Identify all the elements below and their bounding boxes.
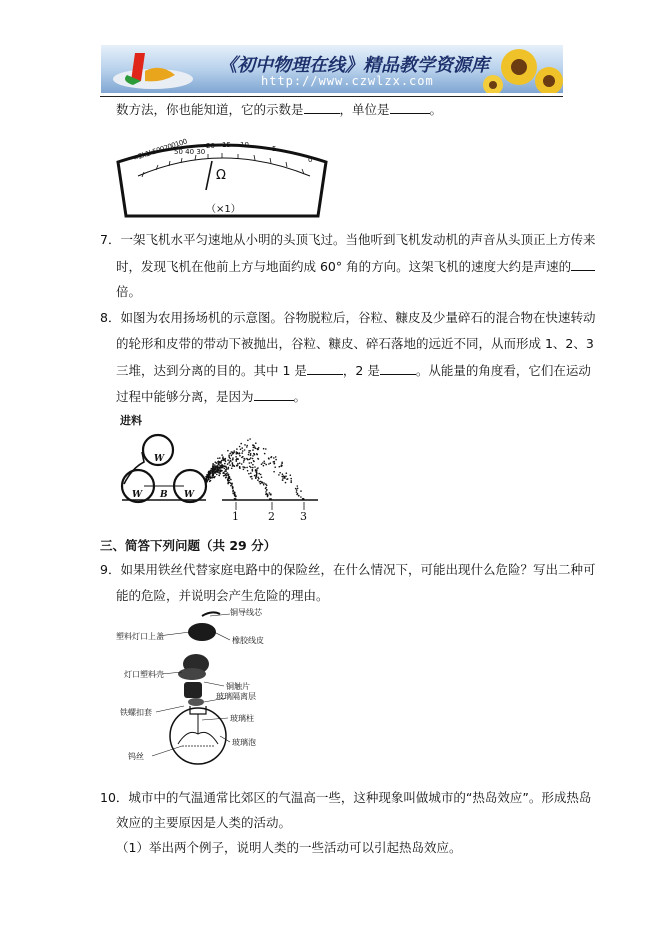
q6-text-1: 数方法，你也能知道，它的示数是 [116, 102, 304, 117]
figure-label: 塑料灯口上盖 [116, 632, 164, 641]
scale-label: 5 [272, 145, 277, 153]
scale-label: ∞2k1k500200100 [132, 137, 188, 163]
winnower-figure [112, 410, 322, 528]
answer-blank[interactable] [254, 388, 294, 401]
q7-line-3: 倍。 [116, 284, 142, 299]
answer-blank[interactable] [571, 258, 595, 271]
q9-line-1: 9．如果用铁丝代替家庭电路中的保险丝，在什么情况下，可能出现什么危险？写出二种可 [100, 562, 596, 577]
header-rule [100, 96, 563, 97]
wheel-label: W [184, 490, 195, 500]
answer-blank[interactable] [390, 101, 430, 114]
figure-label: 玻璃隔离层 [216, 692, 256, 701]
scale-label: 50 40 30 [174, 148, 206, 156]
wheel-label: W [154, 454, 165, 464]
q6-text-3: 。 [429, 102, 443, 117]
figure-label: 铁螺扣套 [120, 708, 152, 717]
scale-label: 10 [240, 141, 249, 149]
wheel-label: W [132, 490, 143, 500]
winnower-diagram [112, 410, 322, 528]
pile-label: 3 [300, 510, 307, 523]
answer-blank[interactable] [304, 101, 340, 114]
question-number: 7． [100, 232, 121, 247]
feed-label: 进料 [120, 414, 142, 427]
figure-label: 橡胶线皮 [232, 636, 264, 645]
figure-label: 玻璃泡 [232, 738, 256, 747]
belt-label: B [160, 490, 168, 500]
bulb-socket-figure [112, 606, 280, 772]
scale-label: 15 [222, 141, 231, 149]
figure-label: 钨丝 [128, 752, 144, 761]
q8-line-3: 三堆，达到分离的目的。其中 1 是 ，2 是 。从能量的角度看，它们在运动 [116, 363, 591, 378]
pile-label: 1 [232, 510, 239, 523]
ohmmeter-figure [114, 134, 330, 220]
banner-url[interactable]: http://www.czwlzx.com [261, 74, 434, 88]
figure-label: 铜导线芯 [230, 608, 262, 617]
q10-line-2: 效应的主要原因是人类的活动。 [116, 815, 292, 830]
question-number: 8． [100, 310, 121, 325]
q7-line-1: 7．一架飞机水平匀速地从小明的头顶飞过。当他听到飞机发动机的声音从头顶正上方传来 [100, 232, 596, 247]
scale-label: 0 [308, 156, 313, 164]
header-banner [101, 45, 563, 93]
banner-title: 《初中物理在线》精品教学资源库 [219, 55, 489, 76]
answer-blank[interactable] [380, 362, 416, 375]
q7-line-2: 时，发现飞机在他前上方与地面约成 60° 角的方向。这架飞机的速度大约是声速的 [116, 258, 595, 275]
meter-multiplier: （×1） [206, 204, 241, 215]
q9-line-2: 能的危险，并说明会产生危险的理由。 [116, 588, 329, 603]
figure-label: 灯口塑料壳 [124, 670, 164, 679]
q8-line-1: 8．如图为农用扬场机的示意图。谷物脱粒后，谷粒、糠皮及少量碎石的混合物在快速转动 [100, 310, 596, 325]
q8-line-2: 的轮形和皮带的带动下被抛出，谷粒、糠皮、碎石落地的远近不同，从而形成 1、2、3 [116, 336, 594, 351]
pile-label: 2 [268, 510, 275, 523]
scale-label: 20 [206, 142, 215, 150]
figure-label: 铜触片 [226, 682, 250, 691]
ohm-symbol: Ω [216, 168, 226, 183]
q10-sub-1: （1）举出两个例子，说明人类的一些活动可以引起热岛效应。 [116, 840, 462, 855]
figure-label: 玻璃柱 [230, 714, 254, 723]
q8-line-4: 过程中能够分离，是因为 。 [116, 389, 307, 404]
question-number: 9． [100, 562, 121, 577]
q6-text-2: ，单位是 [339, 102, 390, 117]
answer-blank[interactable] [307, 362, 343, 375]
q10-line-1: 10．城市中的气温通常比郊区的气温高一些，这种现象叫做城市的“热岛效应”。形成热岛 [100, 790, 592, 805]
q6-tail [116, 101, 442, 118]
question-number: 10． [100, 790, 129, 805]
section-title: 三、简答下列问题（共 29 分） [100, 538, 277, 553]
